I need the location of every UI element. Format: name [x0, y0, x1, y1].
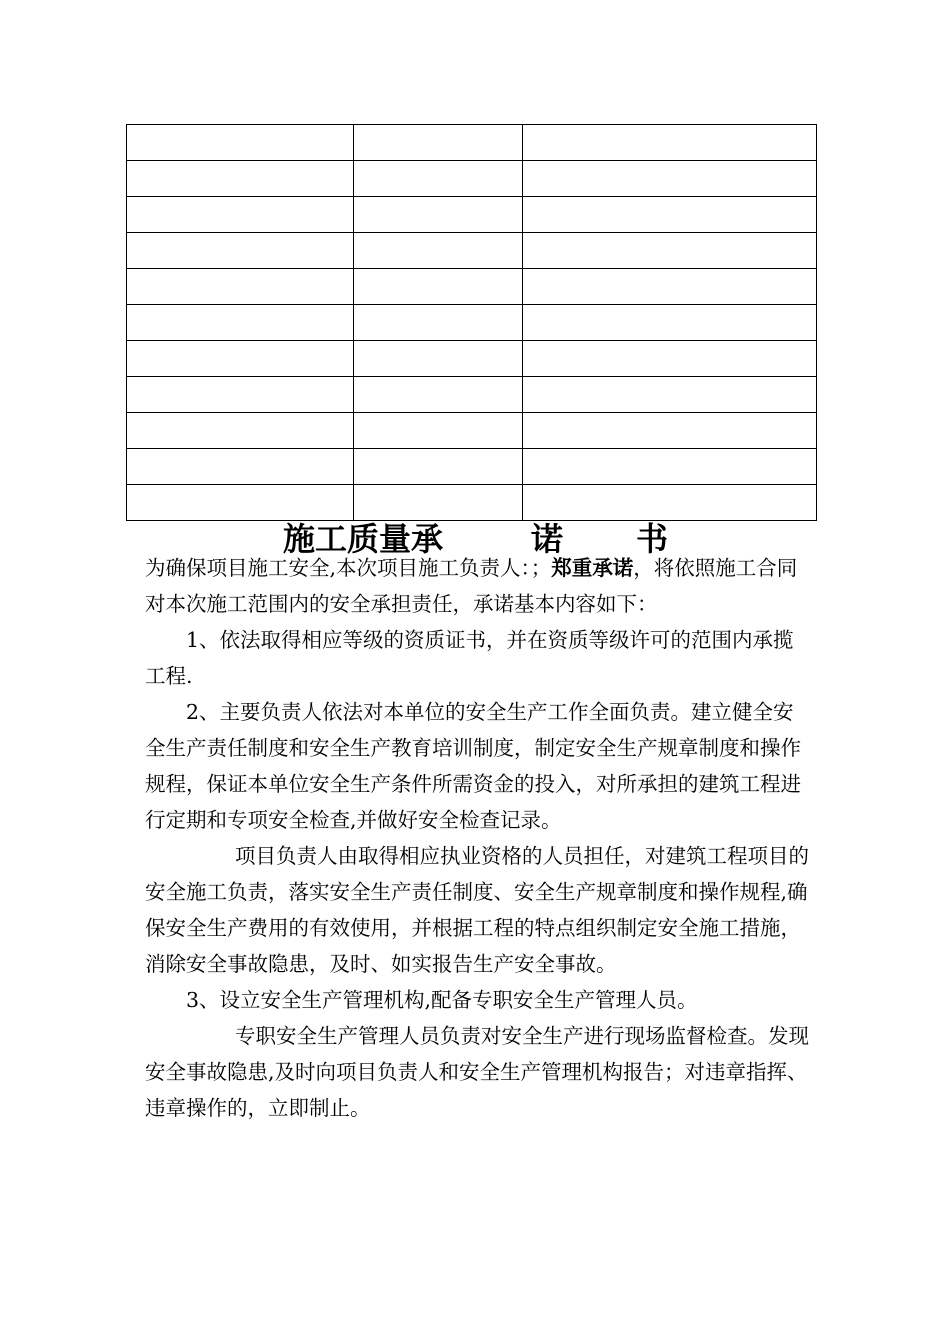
table-row	[127, 377, 817, 413]
paragraph-2: 2、主要负责人依法对本单位的安全生产工作全面负责。建立健全安全生产责任制度和安全生产教育培训制度，制定安全生产规章制度和操作规程，保证本单位安全生产条件所需资金的投入，对所承担的建筑工程进行定期和专项安全检查,并做好安全检查记录。	[145, 700, 801, 832]
table-cell	[127, 269, 354, 305]
table-cell	[127, 377, 354, 413]
intro-paragraph	[145, 550, 811, 622]
table-cell	[523, 125, 817, 161]
table-cell	[127, 449, 354, 485]
table-row	[127, 269, 817, 305]
table-cell	[354, 413, 523, 449]
table-cell	[523, 377, 817, 413]
table-cell	[523, 197, 817, 233]
table-cell	[354, 125, 523, 161]
grid-table-body	[127, 125, 817, 521]
table-cell	[523, 341, 817, 377]
table-row	[127, 161, 817, 197]
paragraph-4: 3、设立安全生产管理机构,配备专职安全生产管理人员。	[186, 988, 698, 1012]
blank-grid-table	[126, 124, 817, 521]
table-cell	[354, 161, 523, 197]
table-cell	[127, 197, 354, 233]
table-cell	[127, 413, 354, 449]
paragraph-5: 专职安全生产管理人员负责对安全生产进行现场监督检查。发现安全事故隐患,及时向项目负责人和安全生产管理机构报告；对违章指挥、违章操作的，立即制止。	[145, 1024, 809, 1120]
table-cell	[354, 377, 523, 413]
table-row	[127, 197, 817, 233]
table-cell	[127, 161, 354, 197]
table-cell	[354, 341, 523, 377]
intro-bold: 郑重承诺	[551, 556, 634, 580]
paragraph-3: 项目负责人由取得相应执业资格的人员担任，对建筑工程项目的安全施工负责，落实安全生产责任制度、安全生产规章制度和操作规程,确保安全生产费用的有效使用，并根据工程的特点组织制定安全施工措施，消除安全事故隐患，及时、如实报告生产安全事故。	[145, 844, 809, 976]
table-row	[127, 485, 817, 521]
table-cell	[354, 269, 523, 305]
table-cell	[523, 449, 817, 485]
table-cell	[523, 233, 817, 269]
table-row	[127, 233, 817, 269]
table-row	[127, 449, 817, 485]
table-cell	[354, 485, 523, 521]
table-cell	[127, 341, 354, 377]
table-cell	[354, 197, 523, 233]
table-cell	[523, 269, 817, 305]
title-part-2: 诺	[531, 520, 564, 558]
table-cell	[523, 161, 817, 197]
title-part-1: 施工质量承	[283, 520, 444, 558]
table-cell	[127, 305, 354, 341]
table-cell	[523, 485, 817, 521]
table-cell	[127, 125, 354, 161]
table-cell	[523, 413, 817, 449]
table-cell	[354, 449, 523, 485]
table-row	[127, 305, 817, 341]
table-cell	[523, 305, 817, 341]
table-row	[127, 413, 817, 449]
table-cell	[354, 305, 523, 341]
intro-after: ，将依照施工合同对本次施工范围内的安全承担责任，承诺基本内容如下：	[145, 556, 798, 616]
table-row	[127, 125, 817, 161]
document-body	[145, 550, 811, 1126]
table-row	[127, 341, 817, 377]
table-cell	[127, 233, 354, 269]
table-cell	[127, 485, 354, 521]
title-part-3: 书	[636, 520, 669, 558]
paragraph-1: 1、依法取得相应等级的资质证书，并在资质等级许可的范围内承揽工程.	[145, 628, 794, 688]
intro-before: 为确保项目施工安全,本次项目施工负责人：；	[145, 556, 552, 580]
table-cell	[354, 233, 523, 269]
